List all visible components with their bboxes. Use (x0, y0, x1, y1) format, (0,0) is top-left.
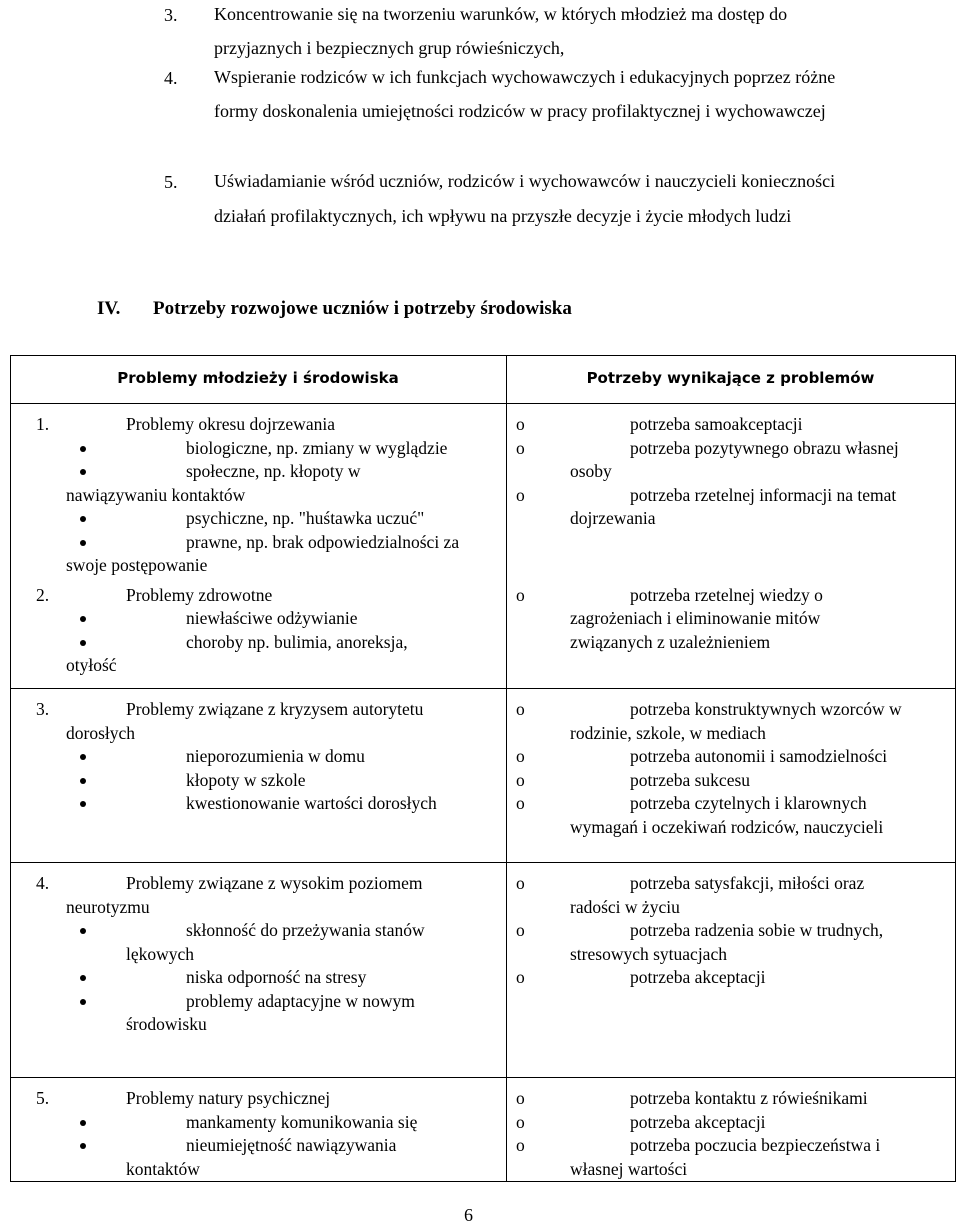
item-text: Koncentrowanie się na tworzeniu warunków, w których młodzież ma dostęp do przyjaznych i bezpiecznych grup rówieśniczych, (214, 4, 788, 58)
circle-bullet-icon: o (516, 584, 525, 605)
circle-bullet-icon: o (516, 1088, 525, 1108)
need-text: potrzeba radzenia sobie w trudnych, (630, 920, 884, 940)
continuation-text: wymagań i oczekiwań rodziców, nauczycieli (570, 816, 884, 837)
table-border (10, 688, 956, 689)
problem-number: 5. (36, 1088, 50, 1108)
bullet-icon (80, 640, 86, 646)
list-item (512, 413, 952, 437)
list-item (10, 554, 510, 578)
bullet-text: kłopoty w szkole (186, 769, 306, 790)
need-text: potrzeba pozytywnego obrazu własnej (630, 437, 899, 458)
list-item (512, 722, 952, 746)
list-item (10, 1087, 510, 1111)
list-item (10, 654, 510, 678)
need-text: potrzeba poczucia bezpieczeństwa i (630, 1135, 881, 1155)
bullet-icon (80, 999, 86, 1005)
bullet-text: skłonność do przeżywania stanów (186, 920, 425, 940)
list-item (10, 484, 510, 508)
problem-title: Problemy związane z wysokim poziomem (126, 873, 423, 893)
list-item (10, 769, 510, 793)
bullet-icon (80, 754, 86, 760)
list-item (10, 745, 510, 769)
section-title: Potrzeby rozwojowe uczniów i potrzeby środowiska (153, 298, 572, 319)
continuation-text: osoby (570, 461, 612, 481)
circle-bullet-icon: o (516, 746, 525, 766)
problems-cell (10, 872, 510, 1037)
bullet-text: mankamenty komunikowania się (186, 1111, 418, 1132)
need-text: potrzeba rzetelnej wiedzy o (630, 584, 823, 605)
list-item (512, 1134, 952, 1158)
list-item (512, 943, 952, 967)
table-border (10, 862, 956, 863)
need-text: potrzeba akceptacji (630, 1111, 766, 1132)
problem-title: Problemy okresu dojrzewania (126, 414, 335, 434)
need-text: potrzeba rzetelnej informacji na temat (630, 484, 897, 505)
column-header-needs: Potrzeby wynikające z problemów (586, 369, 875, 387)
circle-bullet-icon: o (516, 699, 525, 719)
circle-bullet-icon: o (516, 1135, 525, 1155)
problems-cell (10, 698, 510, 816)
list-item (512, 1111, 952, 1135)
problem-title: Problemy związane z kryzysem autorytetu (126, 699, 424, 719)
needs-cell (512, 413, 952, 654)
bullet-icon (80, 446, 86, 452)
list-item (10, 584, 510, 608)
circle-bullet-icon: o (516, 437, 525, 458)
list-item (512, 507, 952, 531)
list-item (512, 460, 952, 484)
need-text: potrzeba kontaktu z rówieśnikami (630, 1088, 868, 1108)
column-header-problems: Problemy młodzieży i środowiska (117, 369, 399, 387)
continuation-text: związanych z uzależnieniem (570, 631, 771, 652)
item-number: 4. (164, 68, 178, 88)
circle-bullet-icon: o (516, 920, 525, 940)
list-item (512, 698, 952, 722)
need-text: potrzeba samoakceptacji (630, 414, 803, 434)
continuation-text: lękowych (126, 943, 195, 964)
list-item (512, 531, 952, 555)
continuation-text: swoje postępowanie (66, 555, 208, 575)
circle-bullet-icon: o (516, 769, 525, 790)
list-item (10, 990, 510, 1014)
need-text: potrzeba czytelnych i klarownych (630, 793, 867, 813)
circle-bullet-icon: o (516, 873, 525, 893)
continuation-text: środowisku (126, 1014, 207, 1034)
item-number: 3. (164, 5, 178, 25)
list-item (512, 1087, 952, 1111)
list-item (10, 1158, 510, 1182)
circle-bullet-icon: o (516, 967, 525, 987)
list-item (10, 607, 510, 631)
circle-bullet-icon: o (516, 414, 525, 434)
list-item (512, 816, 952, 840)
table-border (10, 355, 956, 356)
bullet-text: kwestionowanie wartości dorosłych (186, 793, 437, 813)
list-item (10, 531, 510, 555)
problem-title: Problemy zdrowotne (126, 584, 273, 605)
continuation-text: rodzinie, szkole, w mediach (570, 722, 766, 743)
problem-number: 4. (36, 873, 50, 893)
bullet-text: nieporozumienia w domu (186, 746, 365, 766)
list-item (10, 437, 510, 461)
list-item (512, 437, 952, 461)
need-text: potrzeba autonomii i samodzielności (630, 746, 888, 766)
list-item (10, 698, 510, 722)
list-item (512, 792, 952, 816)
continuation-text: radości w życiu (570, 896, 680, 917)
list-item (10, 460, 510, 484)
bullet-icon (80, 975, 86, 981)
list-item (512, 966, 952, 990)
circle-bullet-icon: o (516, 1111, 525, 1132)
continuation-text: stresowych sytuacjach (570, 943, 727, 964)
continuation-text: dorosłych (66, 722, 136, 743)
bullet-text: niewłaściwe odżywianie (186, 608, 358, 628)
problem-number: 2. (36, 584, 50, 605)
list-item (10, 1134, 510, 1158)
list-item (512, 484, 952, 508)
continuation-text: dojrzewania (570, 508, 656, 528)
problem-title: Problemy natury psychicznej (126, 1088, 331, 1108)
need-text: potrzeba sukcesu (630, 769, 751, 790)
page-number: 6 (464, 1205, 473, 1225)
list-item (512, 896, 952, 920)
need-text: potrzeba konstruktywnych wzorców w (630, 699, 902, 719)
table-border (10, 403, 956, 404)
bullet-text: prawne, np. brak odpowiedzialności za (186, 531, 460, 552)
list-item (512, 769, 952, 793)
list-item (10, 631, 510, 655)
list-item (10, 919, 510, 943)
bullet-text: społeczne, np. kłopoty w (186, 461, 361, 481)
circle-bullet-icon: o (516, 484, 525, 505)
list-item (10, 413, 510, 437)
bullet-icon (80, 1120, 86, 1126)
problem-number: 1. (36, 414, 50, 434)
bullet-text: problemy adaptacyjne w nowym (186, 990, 415, 1011)
list-item (512, 872, 952, 896)
item-text: Uświadamianie wśród uczniów, rodziców i wychowawców i nauczycieli konieczności działań profilaktycznych, ich wpływu na przyszłe decyzje i życie młodych ludzi (214, 171, 836, 226)
needs-table (10, 355, 956, 1182)
needs-cell (512, 872, 952, 990)
continuation-text: własnej wartości (570, 1158, 688, 1179)
list-item (512, 631, 952, 655)
bullet-icon (80, 1143, 86, 1149)
continuation-text: zagrożeniach i eliminowanie mitów (570, 608, 821, 628)
needs-cell (512, 1087, 952, 1181)
needs-cell (512, 698, 952, 839)
list-item (10, 1111, 510, 1135)
bullet-text: psychiczne, np. "huśtawka uczuć" (186, 508, 425, 528)
table-border (10, 1181, 956, 1182)
list-item (10, 507, 510, 531)
problems-cell (10, 1087, 510, 1181)
continuation-text: nawiązywaniu kontaktów (66, 484, 246, 505)
list-item (10, 1013, 510, 1037)
item-text: Wspieranie rodziców w ich funkcjach wychowawczych i edukacyjnych poprzez różne formy doskonalenia umiejętności rodziców w pracy profilaktycznej i wychowawczej (214, 67, 836, 121)
bullet-icon (80, 469, 86, 475)
bullet-icon (80, 540, 86, 546)
list-item (512, 919, 952, 943)
bullet-text: choroby np. bulimia, anoreksja, (186, 631, 408, 652)
bullet-icon (80, 616, 86, 622)
problems-cell (10, 413, 510, 678)
bullet-text: biologiczne, np. zmiany w wyglądzie (186, 437, 448, 458)
need-text: potrzeba satysfakcji, miłości oraz (630, 873, 865, 893)
circle-bullet-icon: o (516, 793, 525, 813)
continuation-text: neurotyzmu (66, 896, 150, 917)
list-item (512, 584, 952, 608)
list-item (10, 943, 510, 967)
list-item (512, 554, 952, 578)
list-item (10, 896, 510, 920)
bullet-icon (80, 928, 86, 934)
list-item (10, 872, 510, 896)
bullet-icon (80, 778, 86, 784)
bullet-icon (80, 516, 86, 522)
table-border (10, 1077, 956, 1078)
table-border (955, 355, 956, 1182)
list-item (512, 1158, 952, 1182)
list-item (512, 745, 952, 769)
section-number: IV. (97, 298, 121, 319)
problem-number: 3. (36, 699, 50, 719)
continuation-text: otyłość (66, 655, 117, 675)
list-item (512, 607, 952, 631)
list-item (10, 722, 510, 746)
list-item (10, 966, 510, 990)
list-item (10, 792, 510, 816)
need-text: potrzeba akceptacji (630, 967, 766, 987)
bullet-text: niska odporność na stresy (186, 967, 367, 987)
item-number: 5. (164, 172, 178, 192)
continuation-text: kontaktów (126, 1158, 200, 1179)
bullet-text: nieumiejętność nawiązywania (186, 1135, 397, 1155)
bullet-icon (80, 801, 86, 807)
